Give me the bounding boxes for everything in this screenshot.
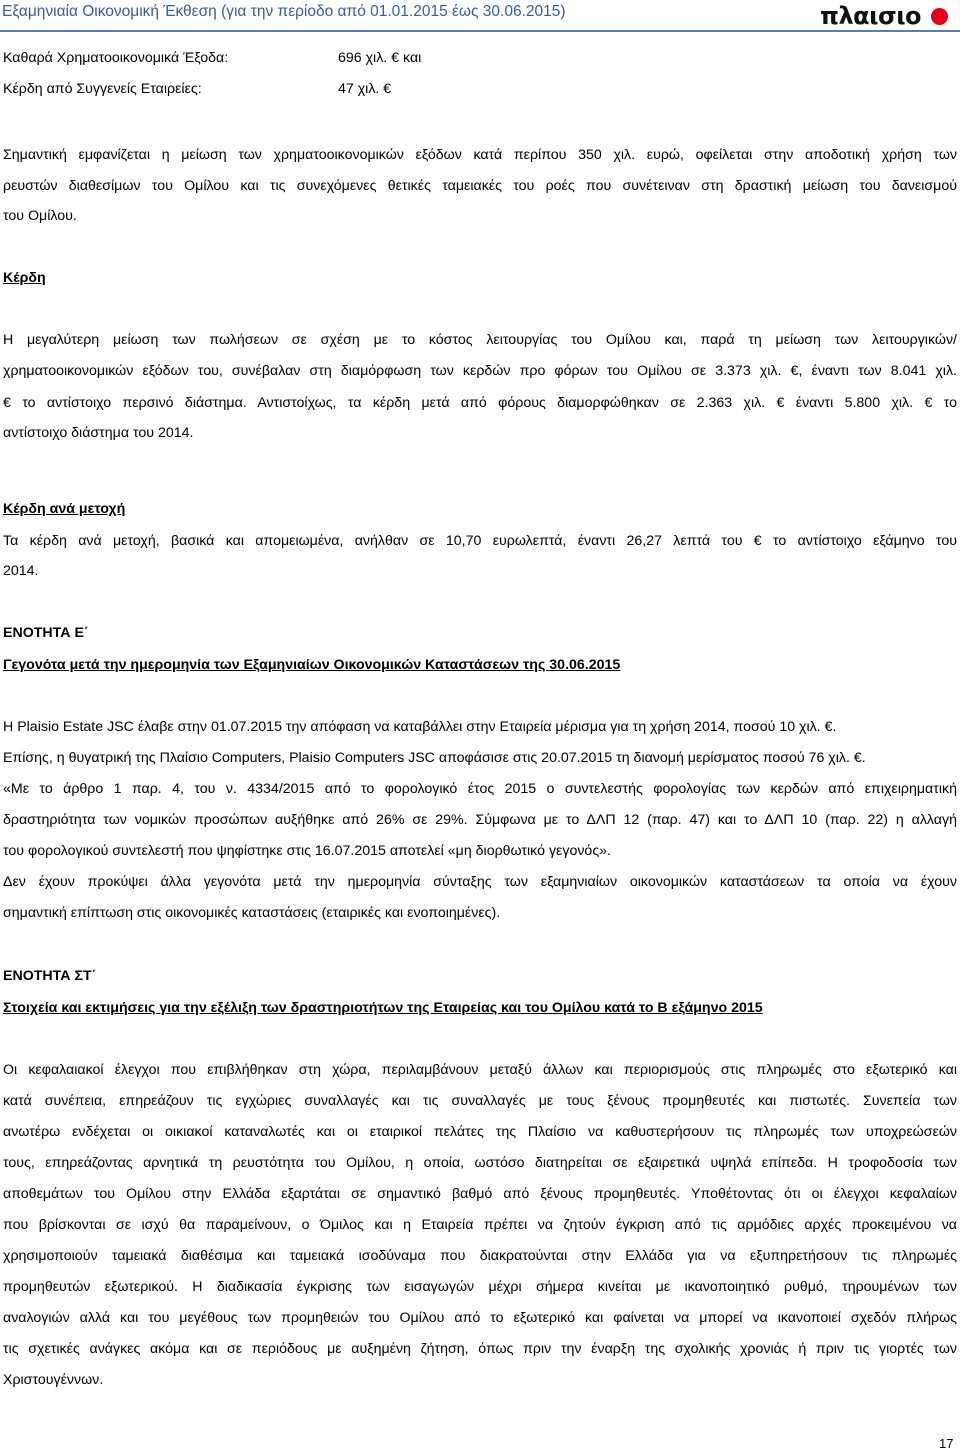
logo-text: πλαισιο xyxy=(820,2,922,30)
text-line: Οι κεφαλαιακοί έλεγχοι που επιβλήθηκαν στη χώρα, περιλαμβάνουν μεταξύ άλλων και περιορισμούς στις πληρωμές στο εξωτερικό και xyxy=(3,1062,957,1078)
text-line: που βρίσκονται σε ισχύ θα παραμείνουν, ο Όμιλος και η Εταιρεία πρέπει να ζητούν έγκριση από τις αρμόδιες αρχές προκειμένου να xyxy=(3,1217,957,1233)
page-header xyxy=(0,0,960,34)
text-line: δραστηριότητα των νομικών προσώπων αυξήθηκε από 26% σε 29%. Σύμφωνα με το ΔΛΠ 12 (παρ. 47) και το ΔΛΠ 10 (παρ. 22) η αλλαγή xyxy=(3,812,957,828)
text-line: του φορολογικού συντελεστή που ψηφίστηκε στις 16.07.2015 αποτελεί «μη διορθωτικό γεγονός». xyxy=(3,843,611,859)
summary-value: 696 χιλ. € και xyxy=(338,50,422,66)
text-line: Δεν έχουν προκύψει άλλα γεγονότα μετά την ημερομηνία σύνταξης των εξαμηνιαίων οικονομικών καταστάσεων τα οποία να έχουν xyxy=(3,874,957,890)
text-line: του Ομίλου. xyxy=(3,208,77,224)
section-title-st: ΕΝΟΤΗΤΑ ΣΤ΄ xyxy=(3,968,97,984)
header-rule xyxy=(0,30,960,32)
section-subtitle-st: Στοιχεία και εκτιμήσεις για την εξέλιξη των δραστηριοτήτων της Εταιρείας και του Ομίλου κατά το Β εξάμηνο 2015 xyxy=(3,1000,763,1016)
text-line: Σημαντική εμφανίζεται η μείωση των χρηματοοικονομικών εξόδων κατά περίπου 350 χιλ. ευρώ, οφείλεται στην αποδοτική χρήση των xyxy=(3,147,957,163)
plaisio-logo xyxy=(820,2,921,30)
header-title: Εξαμηνιαία Οικονομική Έκθεση (για την περίοδο από 01.01.2015 έως 30.06.2015) xyxy=(2,3,566,20)
logo-dot-icon xyxy=(931,8,948,25)
text-line: € το αντίστοιχο περσινό διάστημα. Αντιστοίχως, τα κέρδη μετά από φόρους διαμορφώθηκαν σε 2.363 χιλ. € έναντι 5.800 χιλ. € το xyxy=(3,395,957,411)
text-line: «Με το άρθρο 1 παρ. 4, του ν. 4334/2015 από το φορολογικό έτος 2015 ο συντελεστής φορολογίας των κερδών από επιχειρηματική xyxy=(3,781,957,797)
text-line: Η Plaisio Estate JSC έλαβε στην 01.07.2015 την απόφαση να καταβάλλει στην Εταιρεία μέρισμα για τη χρήση 2014, ποσού 10 χιλ. €. xyxy=(3,719,837,735)
text-line: σημαντική επίπτωση στις οικονομικές καταστάσεις (εταιρικές και ενοποιημένες). xyxy=(3,905,501,921)
text-line: ανωτέρω ενδέχεται οι οικιακοί καταναλωτές και οι εταιρικοί πελάτες της Πλαίσιο να καθυστερήσουν τις πληρωμές των υποχρεώσεών xyxy=(3,1124,957,1140)
text-line: αντίστοιχο διάστημα του 2014. xyxy=(3,425,194,441)
section-title-e: ΕΝΟΤΗΤΑ Ε΄ xyxy=(3,625,89,641)
section-heading-kerdi: Κέρδη xyxy=(3,270,46,286)
text-line: κατά συνέπεια, επηρεάζουν τις εγχώριες συναλλαγές και τις συναλλαγές με τους ξένους προμηθευτές και πιστωτές. Συνεπεία των xyxy=(3,1093,957,1109)
text-line: χρησιμοποιούν ταμειακά διαθέσιμα και ταμειακά ισοδύναμα που διακρατούνται στην Ελλάδα για να εξυπηρετήσουν τις πληρωμές xyxy=(3,1248,957,1264)
section-subtitle-e: Γεγονότα μετά την ημερομηνία των Εξαμηνιαίων Οικονομικών Καταστάσεων της 30.06.2015 xyxy=(3,657,621,673)
text-line: προμηθευτών εξωτερικού. Η διαδικασία έγκρισης των εισαγωγών μέχρι σήμερα κινείται με ικανοποιητικό ρυθμό, τηρουμένων των xyxy=(3,1279,957,1295)
text-line: τους, επηρεάζοντας αρνητικά τη ρευστότητα του Ομίλου, η οποία, ωστόσο διατηρείται σε εξαιρετικά υψηλά επίπεδα. Η τροφοδοσία των xyxy=(3,1155,957,1171)
section-heading-eps: Κέρδη ανά μετοχή xyxy=(3,501,126,517)
text-line: χρηματοοικονομικών εξόδων του, συνέβαλαν στη διαμόρφωση των κερδών προ φόρων του Ομίλου σε 3.373 χιλ. €, έναντι των 8.041 χιλ. xyxy=(3,363,957,379)
text-line: Τα κέρδη ανά μετοχή, βασικά και απομειωμένα, ανήλθαν σε 10,70 ευρωλεπτά, έναντι 26,27 λεπτά του € το αντίστοιχο εξάμηνο του xyxy=(3,533,957,549)
summary-value: 47 χιλ. € xyxy=(338,81,392,97)
text-line: Επίσης, η θυγατρική της Πλαίσιο Computers, Plaisio Computers JSC αποφάσισε στις 20.07.2015 τη διανομή μερίσματος ποσού 76 χιλ. €. xyxy=(3,750,866,766)
text-line: αναλογιών αλλά και του μεγέθους των προμηθειών του Ομίλου από το εξωτερικό και φαίνεται να μπορεί να ικανοποιεί σχεδόν πλήρως xyxy=(3,1310,957,1326)
summary-label: Κέρδη από Συγγενείς Εταιρείες: xyxy=(3,81,202,97)
text-line: τις σχετικές ανάγκες ακόμα και σε περιόδους με αυξημένη ζήτηση, όπως πριν την έναρξη της σχολικής χρονιάς ή πριν τις γιορτές των xyxy=(3,1341,957,1357)
page-number: 17 xyxy=(939,1436,954,1451)
text-line: 2014. xyxy=(3,563,39,579)
text-line: αποθεμάτων του Ομίλου στην Ελλάδα εξαρτάται σε σημαντικό βαθμό από ξένους προμηθευτές. Υποθέτοντας ότι οι έλεγχοι κεφαλαίων xyxy=(3,1186,957,1202)
text-line: ρευστών διαθεσίμων του Ομίλου και τις συνεχόμενες θετικές ταμειακές του ροές που συνέτειναν στη δραστική μείωση του δανεισμού xyxy=(3,178,957,194)
text-line: Χριστουγέννων. xyxy=(3,1372,104,1388)
summary-label: Καθαρά Χρηματοοικονομικά Έξοδα: xyxy=(3,50,229,66)
text-line: Η μεγαλύτερη μείωση των πωλήσεων σε σχέση με το κόστος λειτουργίας του Ομίλου και, παρά τη μείωση των λειτουργικών/ xyxy=(3,332,957,348)
